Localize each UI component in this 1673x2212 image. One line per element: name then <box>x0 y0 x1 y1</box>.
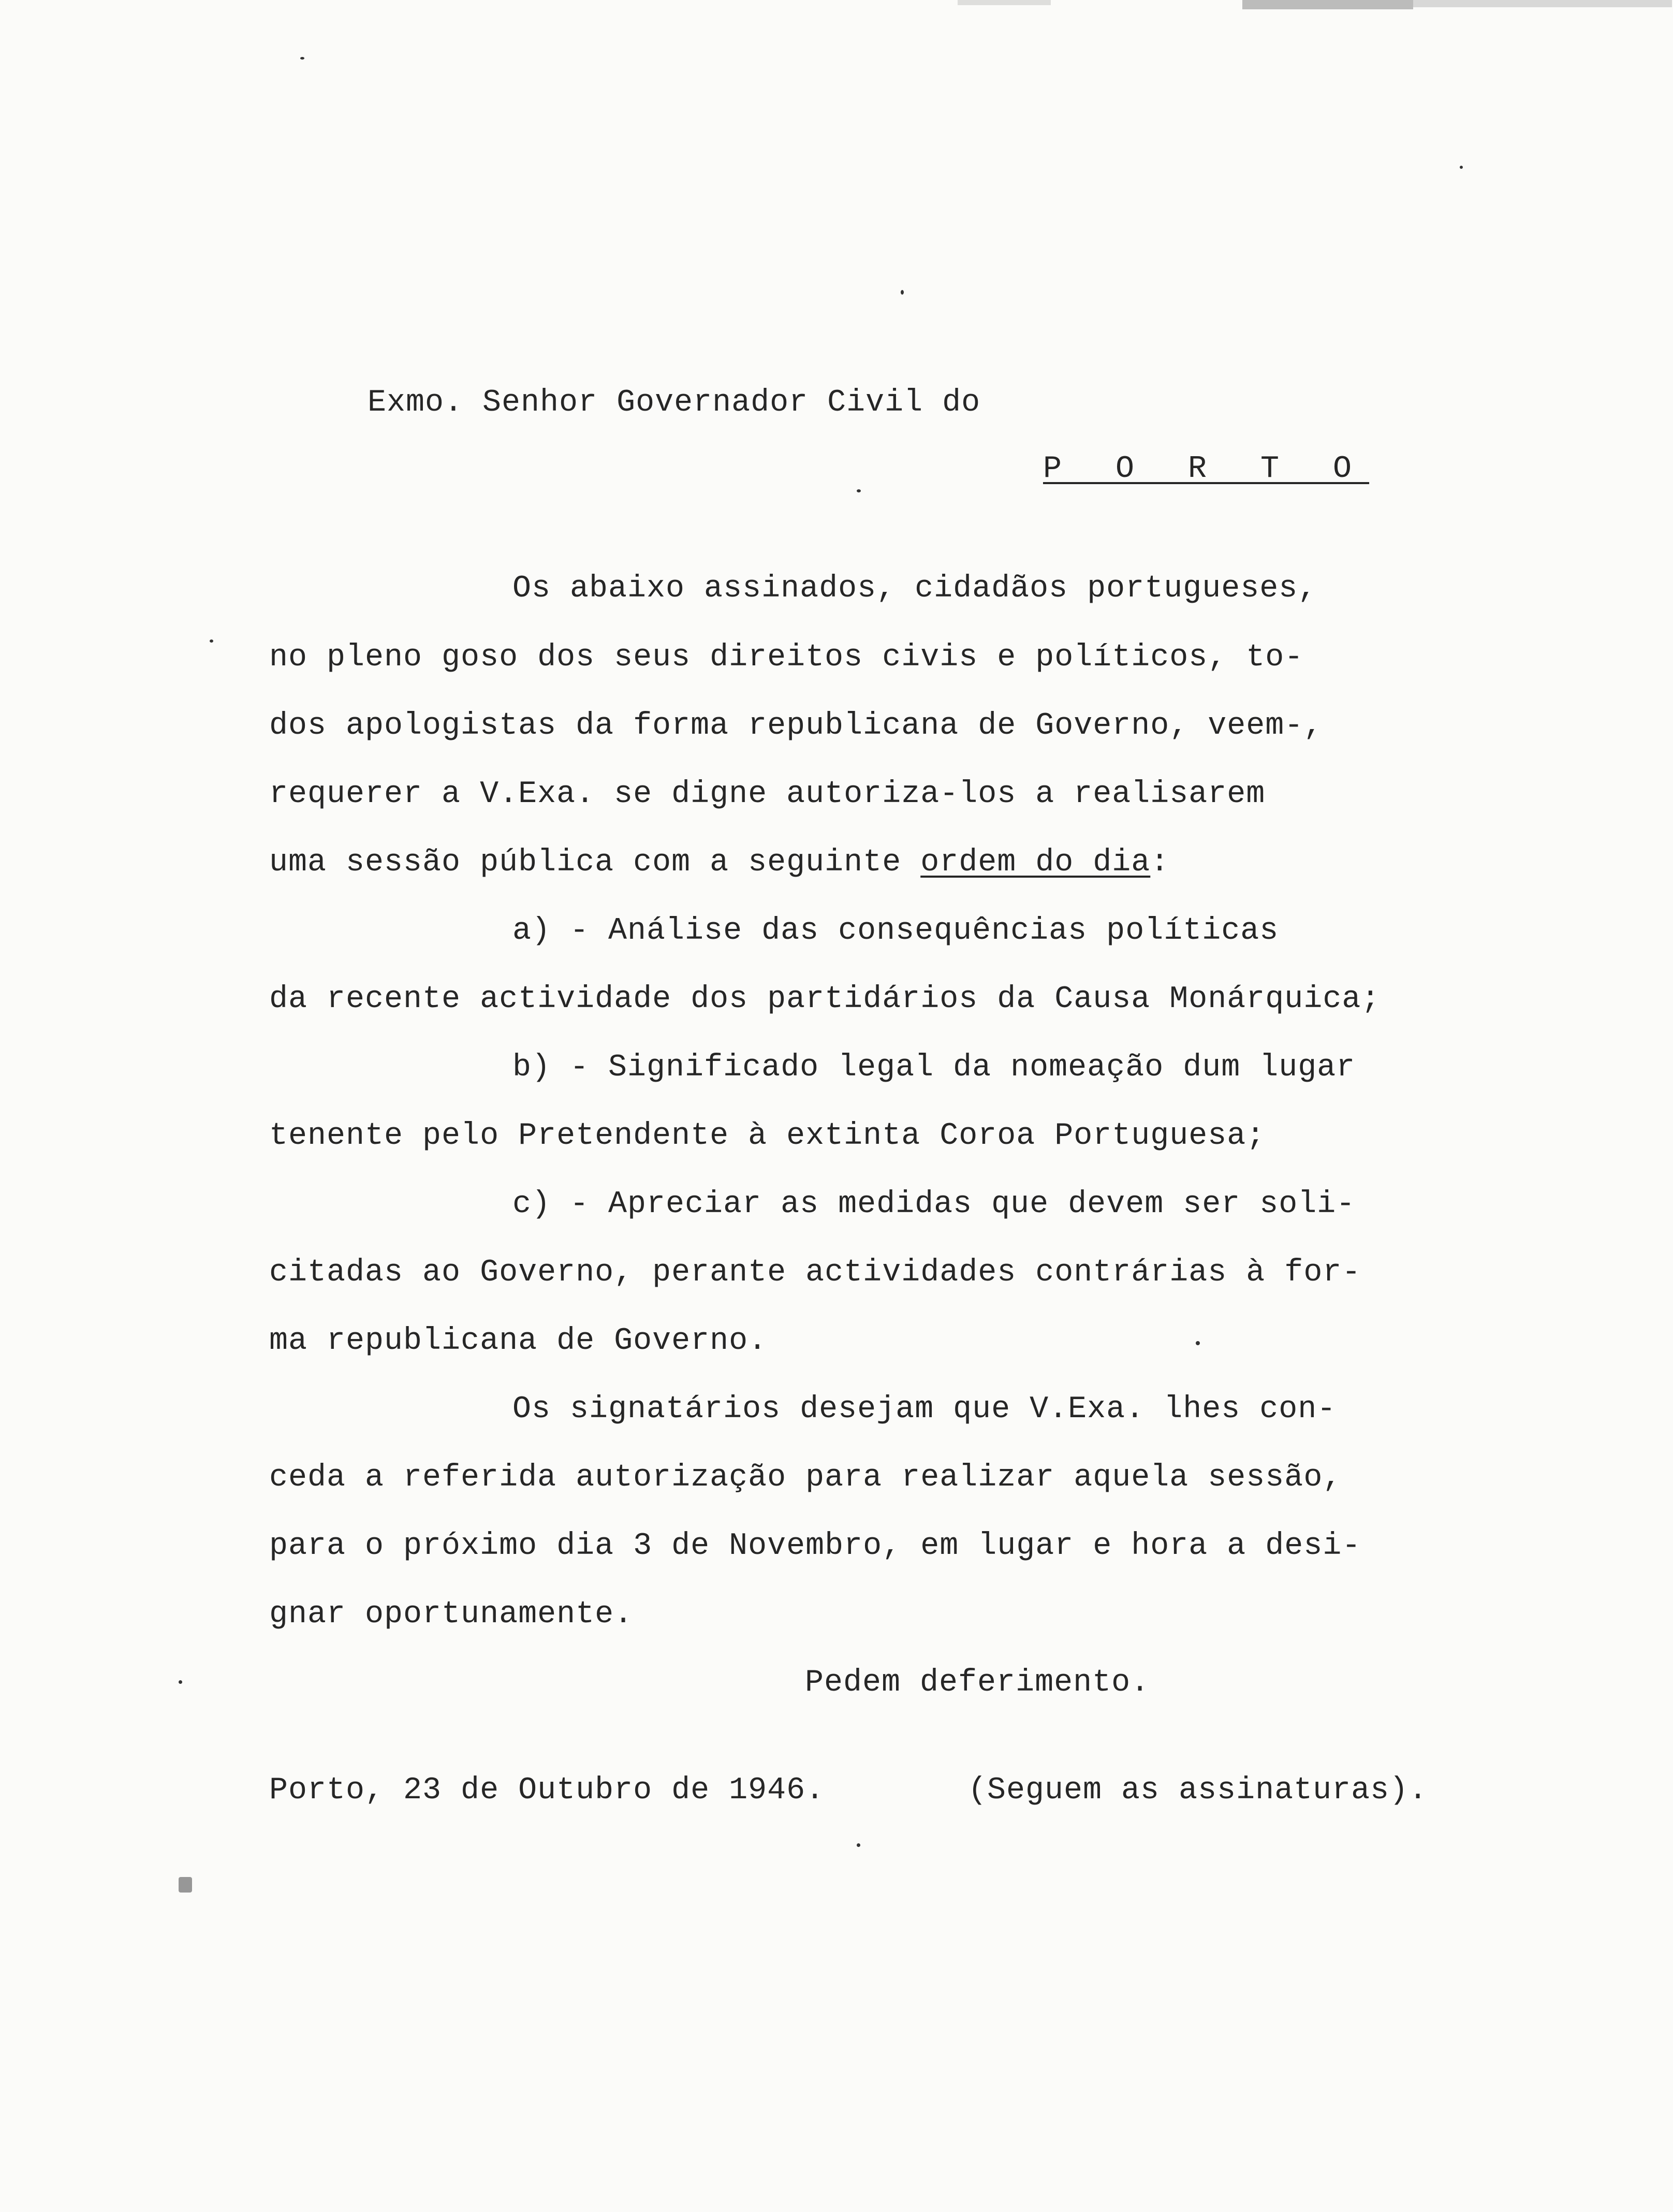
agenda-item-b-cont: tenente pelo Pretendente à extinta Coroa Portuguesa; <box>269 1118 1266 1154</box>
agenda-item-a-cont: da recente actividade dos partidários da Causa Monárquica; <box>269 982 1381 1017</box>
signatures-note: (Seguem as assinaturas). <box>968 1773 1428 1808</box>
scan-edge-mark <box>1413 0 1672 7</box>
paragraph-2-line-3: para o próximo dia 3 de Novembro, em lugar e hora a desi- <box>269 1529 1361 1564</box>
paragraph-1-line-1: Os abaixo assinados, cidadãos portugueses, <box>512 571 1317 606</box>
closing-formula: Pedem deferimento. <box>805 1665 1150 1700</box>
scan-speck <box>857 1843 860 1847</box>
agenda-item-c-cont-1: citadas ao Governo, perante actividades contrárias à for- <box>269 1255 1361 1290</box>
agenda-item-a: a) - Análise das consequências políticas <box>512 913 1279 949</box>
scan-speck <box>179 1877 192 1893</box>
paragraph-2-line-4: gnar oportunamente. <box>269 1597 634 1632</box>
paragraph-1-line-5 <box>269 842 1169 883</box>
scan-speck <box>857 489 861 492</box>
scan-speck <box>1196 1341 1200 1345</box>
paragraph-1-line-3: dos apologistas da forma republicana de Governo, veem-, <box>269 708 1323 744</box>
paragraph-2-line-1: Os signatários desejam que V.Exa. lhes con- <box>512 1392 1337 1427</box>
scan-edge-mark <box>1242 0 1413 9</box>
paragraph-1-line-5-text: uma sessão pública com a seguinte <box>269 845 921 880</box>
scan-edge-mark <box>958 0 1051 5</box>
date-line: Porto, 23 de Outubro de 1946. <box>269 1773 825 1808</box>
scan-speck <box>1460 166 1463 169</box>
city-heading: P O R T O <box>1043 452 1370 487</box>
addressee-line: Exmo. Senhor Governador Civil do <box>368 385 981 420</box>
paragraph-1-line-2: no pleno goso dos seus direitos civis e políticos, to- <box>269 640 1304 675</box>
scan-speck <box>179 1680 182 1684</box>
agenda-colon: : <box>1150 845 1170 880</box>
agenda-item-b: b) - Significado legal da nomeação dum lugar <box>512 1050 1356 1085</box>
paragraph-2-line-2: ceda a referida autorização para realizar aquela sessão, <box>269 1460 1342 1495</box>
scan-speck <box>210 639 213 643</box>
scan-speck <box>901 290 904 295</box>
paragraph-1-line-4: requerer a V.Exa. se digne autoriza-los a realisarem <box>269 777 1266 812</box>
agenda-label: ordem do dia <box>920 845 1151 880</box>
agenda-item-c: c) - Apreciar as medidas que devem ser soli- <box>512 1187 1356 1222</box>
agenda-item-c-cont-2: ma republicana de Governo. <box>269 1323 768 1359</box>
scan-speck <box>300 57 304 60</box>
